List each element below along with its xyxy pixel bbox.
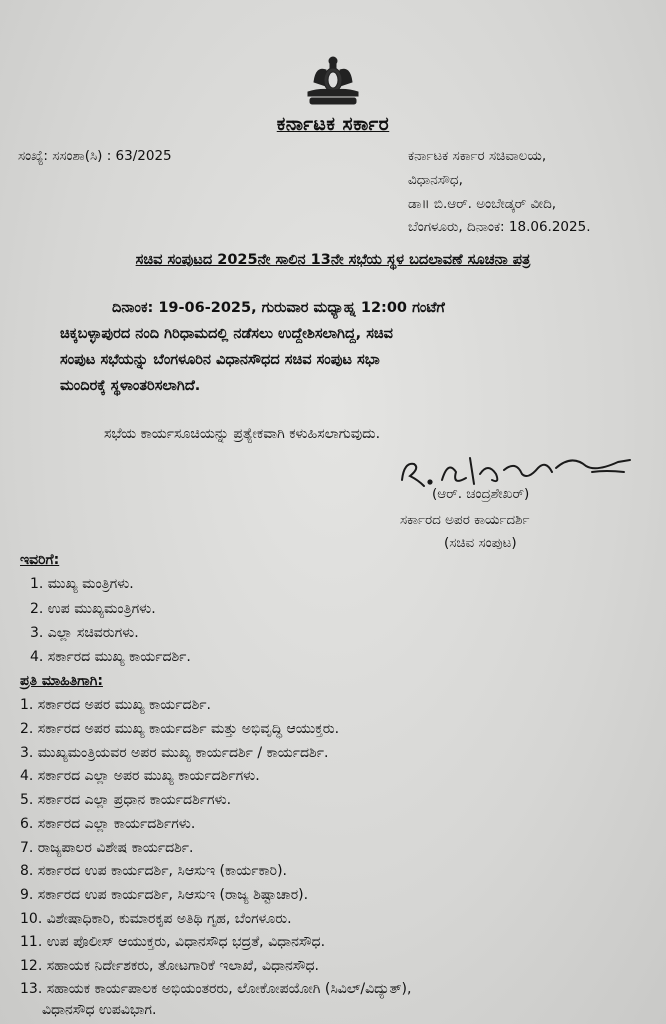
signer-designation: ಸರ್ಕಾರದ ಅಪರ ಕಾರ್ಯದರ್ಶಿ (400, 512, 530, 528)
karnataka-emblem-icon (300, 52, 366, 108)
agenda-note: ಸಭೆಯ ಕಾರ್ಯಸೂಚಿಯನ್ನು ಪ್ರತ್ಯೇಕವಾಗಿ ಕಳುಹಿಸಲಾಗುವುದು. (104, 426, 381, 442)
address-line-2: ವಿಧಾನಸೌಧ, (408, 172, 463, 188)
copy-item: 2. ಸರ್ಕಾರದ ಅಪರ ಮುಖ್ಯ ಕಾರ್ಯದರ್ಶಿ ಮತ್ತು ಅಭಿವೃದ್ಧಿ ಆಯುಕ್ತರು. (20, 721, 340, 737)
recipient-item: 3. ಎಲ್ಲಾ ಸಚಿವರುಗಳು. (30, 625, 139, 641)
copy-item: 5. ಸರ್ಕಾರದ ಎಲ್ಲಾ ಪ್ರಧಾನ ಕಾರ್ಯದರ್ಶಿಗಳು. (20, 792, 232, 808)
address-date-line: ಬೆಂಗಳೂರು, ದಿನಾಂಕ: 18.06.2025. (408, 219, 591, 235)
copy-item: 9. ಸರ್ಕಾರದ ಉಪ ಕಾರ್ಯದರ್ಶಿ, ಸಿಆಸುಇ (ರಾಜ್ಯ ಶಿಷ್ಟಾಚಾರ). (20, 887, 309, 903)
copy-item: 7. ರಾಜ್ಯಪಾಲರ ವಿಶೇಷ ಕಾರ್ಯದರ್ಶಿ. (20, 840, 194, 856)
signer-department: (ಸಚಿವ ಸಂಪುಟ) (444, 535, 517, 551)
copy-item-continuation: ವಿಧಾನಸೌಧ ಉಪವಿಭಾಗ. (42, 1002, 157, 1018)
copy-item: 10. ವಿಶೇಷಾಧಿಕಾರಿ, ಕುಮಾರಕೃಪ ಅತಿಥಿ ಗೃಹ, ಬೆಂಗಳೂರು. (20, 911, 292, 927)
copy-item: 1. ಸರ್ಕಾರದ ಅಪರ ಮುಖ್ಯ ಕಾರ್ಯದರ್ಶಿ. (20, 697, 211, 713)
recipient-item: 1. ಮುಖ್ಯ ಮಂತ್ರಿಗಳು. (30, 576, 134, 592)
copy-item: 4. ಸರ್ಕಾರದ ಎಲ್ಲಾ ಅಪರ ಮುಖ್ಯ ಕಾರ್ಯದರ್ಶಿಗಳು. (20, 768, 260, 784)
copy-item: 8. ಸರ್ಕಾರದ ಉಪ ಕಾರ್ಯದರ್ಶಿ, ಸಿಆಸುಇ (ಕಾರ್ಯಕಾರಿ). (20, 863, 287, 879)
address-line-1: ಕರ್ನಾಟಕ ಸರ್ಕಾರ ಸಚಿವಾಲಯ, (408, 148, 547, 164)
copy-item: 13. ಸಹಾಯಕ ಕಾರ್ಯಪಾಲಕ ಅಭಿಯಂತರರು, ಲೋಕೋಪಯೋಗಿ (ಸಿವಿಲ್/ವಿದ್ಯುತ್), (20, 981, 412, 997)
copy-item: 12. ಸಹಾಯಕ ನಿರ್ದೇಶಕರು, ತೋಟಗಾರಿಕೆ ಇಲಾಖೆ, ವಿಧಾನಸೌಧ. (20, 958, 319, 974)
government-title: ಕರ್ನಾಟಕ ಸರ್ಕಾರ (276, 113, 390, 135)
subject-line: ಸಚಿವ ಸಂಪುಟದ 2025ನೇ ಸಾಲಿನ 13ನೇ ಸಭೆಯ ಸ್ಥಳ ಬದಲಾವಣೆ ಸೂಚನಾ ಪತ್ರ (135, 252, 531, 268)
reference-number: ಸಂಖ್ಯೆ: ಸಸಂಶಾ(ಸಿ) : 63/2025 (18, 148, 172, 164)
copy-item: 11. ಉಪ ಪೊಲೀಸ್ ಆಯುಕ್ತರು, ವಿಧಾನಸೌಧ ಭದ್ರತೆ, ವಿಧಾನಸೌಧ. (20, 934, 326, 950)
copies-heading: ಪ್ರತಿ ಮಾಹಿತಿಗಾಗಿ: (20, 673, 103, 689)
copy-item: 3. ಮುಖ್ಯಮಂತ್ರಿಯವರ ಅಪರ ಮುಖ್ಯ ಕಾರ್ಯದರ್ಶಿ / ಕಾರ್ಯದರ್ಶಿ. (20, 745, 329, 761)
signer-name: (ಆರ್. ಚಂದ್ರಶೇಖರ್) (432, 486, 530, 502)
address-line-3: ಡಾ॥ ಬಿ.ಆರ್. ಅಂಬೇಡ್ಕರ್ ವೀದಿ, (408, 196, 557, 212)
paragraph-line-1: ದಿನಾಂಕ: 19-06-2025, ಗುರುವಾರ ಮಧ್ಯಾಹ್ನ 12:00 ಗಂಟೆಗೆ (112, 300, 445, 316)
recipients-heading: ಇವರಿಗೆ: (20, 552, 60, 568)
recipient-item: 4. ಸರ್ಕಾರದ ಮುಖ್ಯ ಕಾರ್ಯದರ್ಶಿ. (30, 649, 191, 665)
paragraph-line-4: ಮಂದಿರಕ್ಕೆ ಸ್ಥಳಾಂತರಿಸಲಾಗಿದೆ. (60, 378, 201, 394)
paragraph-line-3: ಸಂಪುಟ ಸಭೆಯನ್ನು ಬೆಂಗಳೂರಿನ ವಿಧಾನಸೌಧದ ಸಚಿವ ಸಂಪುಟ ಸಭಾ (60, 352, 380, 368)
paragraph-line-2: ಚಿಕ್ಕಬಳ್ಳಾಪುರದ ನಂದಿ ಗಿರಿಧಾಮದಲ್ಲಿ ನಡೆಸಲು ಉದ್ದೇಶಿಸಲಾಗಿದ್ದ, ಸಚಿವ (60, 326, 393, 342)
recipient-item: 2. ಉಪ ಮುಖ್ಯಮಂತ್ರಿಗಳು. (30, 601, 156, 617)
copy-item: 6. ಸರ್ಕಾರದ ಎಲ್ಲಾ ಕಾರ್ಯದರ್ಶಿಗಳು. (20, 816, 196, 832)
